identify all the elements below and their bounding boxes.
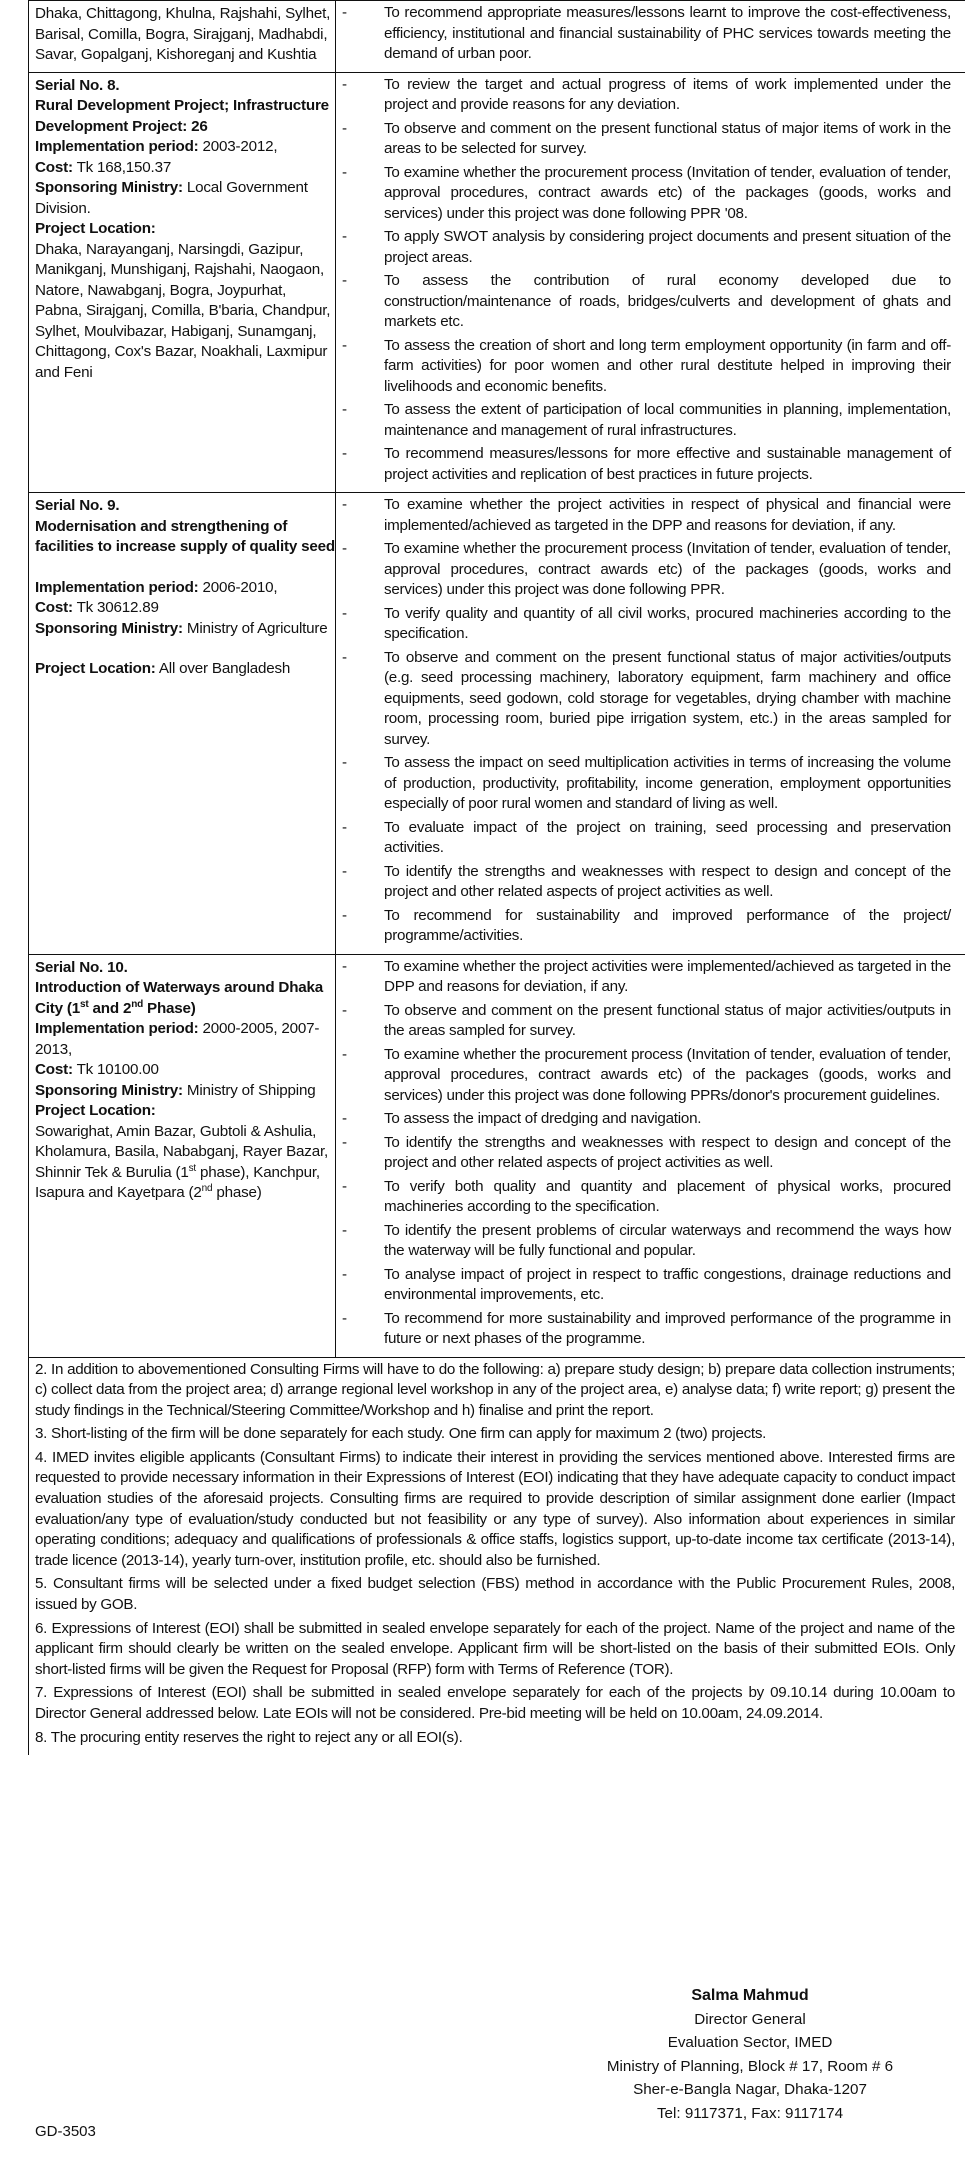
signatory-name: Salma Mahmud: [691, 1987, 809, 2004]
tasks-cell: [336, 955, 965, 1357]
tasks-cell: [336, 73, 965, 493]
table-row-serial-9: [29, 493, 965, 955]
bullet-dash: -: [342, 818, 347, 836]
signatory-phone: Tel: 9117371, Fax: 9117174: [656, 2104, 844, 2122]
task-item: [342, 1221, 951, 1262]
implementation-label: Implementation period:: [35, 1020, 199, 1037]
bullet-dash: -: [342, 1177, 347, 1195]
implementation-period: [35, 578, 335, 599]
sponsoring-ministry: [35, 1081, 335, 1102]
task-item: [342, 753, 951, 815]
bullet-dash: -: [342, 1221, 347, 1239]
task-item: [342, 1265, 951, 1306]
cost-label: Cost:: [35, 1061, 73, 1078]
task-item: [342, 400, 951, 441]
task-item: [342, 604, 951, 645]
ministry-label: Sponsoring Ministry:: [35, 179, 183, 196]
implementation-value: 2000-2005, 2007-2013,: [35, 1020, 320, 1058]
bullet-dash: -: [342, 272, 347, 289]
implementation-value: 2006-2010,: [202, 578, 278, 596]
bullet-dash: -: [342, 754, 347, 771]
location-sup: nd: [201, 1182, 213, 1194]
location-value: Dhaka, Narayanganj, Narsingdi, Gazipur, Manikganj, Munshiganj, Rajshahi, Naogaon, Natore, Nawabganj, Bogra, Joypurhat, Pabna, Sirajganj, Comilla, B'baria, Chandpur, Sylhet, Moulvibazar, Habiganj, Sunamganj, Chittagong, Cox's Bazar, Noakhali, Laxmipur and Feni: [35, 240, 331, 381]
cost-value: Tk 30612.89: [76, 599, 159, 616]
bullet-dash: -: [342, 1133, 347, 1151]
location-label: Project Location:: [35, 660, 156, 677]
cost-value: Tk 10100.00: [76, 1061, 159, 1078]
bullet-dash: -: [342, 540, 347, 557]
implementation-label: Implementation period:: [35, 578, 199, 596]
serial-number: Serial No. 10.: [35, 958, 128, 976]
sponsoring-ministry: [35, 178, 335, 219]
task-text: To review the target and actual progress of items of work implemented under the project and provide reasons for any deviation.: [384, 75, 951, 113]
note-8: 8. The procuring entity reserves the right to reject any or all EOI(s).: [35, 1728, 463, 1746]
bullet-dash: -: [342, 163, 347, 181]
task-text: To examine whether the procurement process (Invitation of tender, evaluation of tender, approval procedures, contract awards etc) of the packages (goods, works and services) under this project was done following PPR '08.: [384, 163, 951, 222]
cost-label: Cost:: [35, 599, 73, 616]
task-text: To assess the extent of participation of local communities in planning, implementation, maintenance and management of rural infrastructures.: [384, 401, 951, 439]
project-info-cell: [29, 493, 336, 954]
task-text: To recommend appropriate measures/lessons learnt to improve the cost-effectiveness, efficiency, institutional and financial sustainability of PHC services towards meeting the demand of urban poor.: [384, 4, 951, 62]
eoi-table: [28, 0, 965, 1755]
bullet-dash: -: [342, 496, 347, 513]
implementation-value: 2003-2012,: [202, 138, 278, 155]
task-text: To recommend measures/lessons for more effective and sustainable management of project activities and replication of best practices in future projects.: [384, 445, 951, 483]
bullet-dash: -: [342, 1045, 347, 1063]
task-text: To examine whether the project activities in respect of physical and financial were implemented/achieved as targeted in the DPP and reasons for deviation, if any.: [384, 496, 951, 534]
task-text: To identify the present problems of circular waterways and recommend the ways how the waterway will be fully functional and popular.: [384, 1221, 951, 1259]
note-4: 4. IMED invites eligible applicants (Consultant Firms) to indicate their interest in providing the services mentioned above. Interested firms are requested to provide necessary information in their Expressions of Interest (EOI) indicating that they have adequate capacity to conduct impact evaluation studies of the aforesaid projects. Consulting firms are required to provide description of similar assignment done earlier (Impact evaluation/any type of evaluation/study conducted but not feasibility or any type of survey). Also information about experiences in similar operating conditions; adequacy and qualifications of professionals & office staffs, logistics support, up-to-date income tax certificate (2013-14), trade licence (2013-14), yearly turn-over, institution profile, etc. should also be furnished.: [35, 1448, 955, 1569]
task-text: To examine whether the procurement process (Invitation of tender, evaluation of tender, approval procedures, contract awards etc) of the packages (goods, works and services) under this project was done following PPRs/donor's procurement guidelines.: [384, 1045, 951, 1104]
task-text: To observe and comment on the present functional status of major activities/outputs in the areas sampled for survey.: [384, 1001, 951, 1039]
location-sup: st: [188, 1162, 197, 1174]
cost: [35, 1060, 335, 1081]
task-item: [342, 1109, 951, 1130]
note-7: 7. Expressions of Interest (EOI) shall be submitted in sealed envelope separately for each of the projects by 09.10.14 during 10.00am to Director General addressed below. Late EOIs will not be considered. Pre-bid meeting will be held on 10.00am, 24.09.2014.: [35, 1684, 955, 1722]
title-sup: st: [80, 998, 89, 1010]
task-list: [342, 495, 951, 947]
project-title: Modernisation and strengthening of facilities to increase supply of quality seed: [35, 517, 335, 555]
bullet-dash: -: [342, 1265, 347, 1283]
task-item: [342, 906, 951, 947]
task-item: [342, 1045, 951, 1107]
title-part: Phase): [143, 999, 196, 1017]
task-item: [342, 495, 951, 536]
ministry-label: Sponsoring Ministry:: [35, 1081, 183, 1099]
note-5: 5. Consultant firms will be selected under a fixed budget selection (FBS) method in accordance with the Public Procurement Rules, 2008, issued by GOB.: [35, 1575, 955, 1614]
implementation-label: Implementation period:: [35, 138, 199, 155]
task-text: To examine whether the project activities were implemented/achieved as targeted in the DPP and reasons for deviation, if any.: [384, 957, 951, 995]
bullet-dash: -: [342, 4, 347, 21]
location-label: Project Location:: [35, 220, 156, 237]
bullet-dash: -: [342, 75, 347, 93]
task-list: [342, 3, 951, 65]
location-value: [35, 1122, 335, 1204]
cost: [35, 158, 335, 179]
note-3: 3. Short-listing of the firm will be done separately for each study. One firm can apply for maximum 2 (two) projects.: [35, 1425, 767, 1443]
bullet-dash: -: [342, 119, 347, 137]
table-row-serial-8: [29, 73, 965, 494]
bullet-dash: -: [342, 957, 347, 975]
project-title: Rural Development Project; Infrastructure Development Project: 26: [35, 97, 329, 135]
bullet-dash: -: [342, 445, 347, 462]
task-text: To verify quality and quantity of all civil works, procured machineries according to the specification.: [384, 604, 951, 642]
task-text: To apply SWOT analysis by considering project documents and present situation of the project areas.: [384, 228, 951, 266]
notes-section: [29, 1358, 965, 1756]
ministry-label: Sponsoring Ministry:: [35, 619, 183, 637]
sponsoring-ministry: [35, 619, 335, 640]
signatory-address: Sher-e-Bangla Nagar, Dhaka-1207: [633, 2081, 867, 2098]
table-row-serial-10: [29, 955, 965, 1358]
location-part: phase), Kanchpur, Isapura and Kayetpara (2: [35, 1163, 320, 1201]
task-text: To recommend for more sustainability and improved performance of the programme in future or next phases of the programme.: [384, 1309, 951, 1347]
task-item: [342, 227, 951, 268]
ministry-value: Local Government Division.: [35, 179, 308, 217]
bullet-dash: -: [342, 401, 347, 418]
task-text: To verify both quality and quantity and placement of physical works, procured machineries according to the specification.: [384, 1177, 951, 1215]
bullet-dash: -: [342, 648, 347, 666]
bullet-dash: -: [342, 862, 347, 880]
signatory-ministry: Ministry of Planning, Block # 17, Room # 6: [606, 2057, 894, 2075]
bullet-dash: -: [342, 1110, 347, 1127]
task-item: [342, 444, 951, 485]
task-item: [342, 271, 951, 333]
task-text: To evaluate impact of the project on training, seed processing and preservation activities.: [384, 818, 951, 856]
cost-value: Tk 168,150.37: [76, 158, 172, 176]
task-item: [342, 648, 951, 751]
task-item: [342, 75, 951, 116]
location-label: Project Location:: [35, 1102, 156, 1119]
table-row-continued: [29, 0, 965, 73]
task-item: [342, 1133, 951, 1174]
task-text: To identify the strengths and weaknesses with respect to design and concept of the project and other related aspects of project activities as well.: [384, 1133, 951, 1171]
bullet-dash: -: [342, 1001, 347, 1019]
task-text: To identify the strengths and weaknesses with respect to design and concept of the project and other related aspects of project activities as well.: [384, 862, 951, 900]
bullet-dash: -: [342, 336, 347, 354]
signatory-title: Director General: [694, 2010, 806, 2028]
location-value: All over Bangladesh: [158, 660, 291, 677]
bullet-dash: -: [342, 604, 347, 622]
project-info-cell: [29, 73, 336, 493]
task-item: [342, 1177, 951, 1218]
task-text: To examine whether the procurement process (Invitation of tender, evaluation of tender, approval procedures, contract awards etc) of the packages (goods, works and services) under this project was done following PPR.: [384, 540, 951, 598]
task-item: [342, 818, 951, 859]
title-sup: nd: [131, 998, 144, 1010]
tasks-cell: [336, 493, 965, 954]
location-part: phase): [212, 1184, 262, 1201]
signature-block: [560, 1984, 940, 2125]
project-info-cell: [29, 955, 336, 1357]
task-item: [342, 163, 951, 225]
location-part: Sowarighat, Amin Bazar, Gubtoli & Ashulia, Kholamura, Basila, Nababganj, Rayer Bazar, Shinnir Tek & Burulia (1: [35, 1122, 328, 1181]
task-text: To recommend for sustainability and improved performance of the project/ programme/activities.: [384, 906, 951, 944]
task-list: [342, 75, 951, 486]
title-part: Introduction of Waterways around Dhaka City (1: [35, 979, 324, 1017]
task-item: [342, 957, 951, 998]
task-text: To observe and comment on the present functional status of major items of work in the areas to be selected for survey.: [384, 119, 951, 157]
title-part: and 2: [88, 999, 132, 1017]
task-item: [342, 3, 951, 65]
task-text: To assess the impact of dredging and navigation.: [384, 1110, 702, 1127]
task-text: To assess the contribution of rural economy developed due to construction/maintenance of roads, bridges/culverts and development of ghats and markets etc.: [384, 272, 951, 330]
task-text: To assess the creation of short and long term employment opportunity (in farm and off-farm activities) for poor women and other rural destitute helped in improving their livelihoods and economic benefits.: [384, 336, 951, 395]
implementation-period: [35, 1019, 335, 1060]
task-text: To observe and comment on the present functional status of major activities/outputs (e.g. seed processing machinery, laboratory equipment, farm machinery and office equipments, seed godown, cold storage for vegetables, drying chamber with machine room, processing room, buried pipe irrigation system, etc.) in the areas sampled for survey.: [384, 648, 951, 748]
task-item: [342, 1001, 951, 1042]
project-location: [35, 659, 335, 680]
serial-number: Serial No. 8.: [35, 76, 120, 94]
task-item: [342, 1309, 951, 1350]
reference-code: GD-3503: [35, 2123, 96, 2140]
cost-label: Cost:: [35, 158, 73, 176]
bullet-dash: -: [342, 228, 347, 245]
bullet-dash: -: [342, 906, 347, 924]
ministry-value: Ministry of Shipping: [186, 1081, 316, 1099]
bullet-dash: -: [342, 1309, 347, 1327]
task-item: [342, 119, 951, 160]
implementation-period: [35, 137, 335, 158]
cost: [35, 598, 335, 619]
note-6: 6. Expressions of Interest (EOI) shall be submitted in sealed envelope separately for each of the project. Name of the project and name of the applicant firm should clearly be written on the sealed envelope. Applicant firm will be short-listed on the basis of their submitted EOIs. Only short-listed firms will be given the Request for Proposal (RFP) form with Terms of Reference (TOR).: [35, 1619, 955, 1678]
location-cell: [29, 1, 336, 72]
task-list: [342, 957, 951, 1350]
task-item: [342, 336, 951, 398]
note-2: 2. In addition to abovementioned Consulting Firms will have to do the following: a) prepare study design; b) prepare data collection instruments; c) collect data from the project area; d) arrange regional level workshop in any of the project area, e) analyse data; f) write report; g) present the study findings in the Technical/Steering Committee/Workshop and h) finalise and print the report.: [35, 1360, 955, 1419]
task-text: To analyse impact of project in respect to traffic congestions, drainage reductions and environmental improvements, etc.: [384, 1265, 951, 1303]
signatory-office: Evaluation Sector, IMED: [667, 2034, 833, 2051]
serial-number: Serial No. 9.: [35, 497, 120, 514]
project-title: [35, 978, 335, 1019]
ministry-value: Ministry of Agriculture: [186, 619, 328, 637]
tasks-cell: [336, 1, 965, 72]
task-item: [342, 539, 951, 601]
task-item: [342, 862, 951, 903]
task-text: To assess the impact on seed multiplication activities in terms of increasing the volume of production, productivity, profitability, income generation, employment opportunities especially of poor rural women and standard of living as well.: [384, 754, 951, 812]
location-text: Dhaka, Chittagong, Khulna, Rajshahi, Sylhet, Barisal, Comilla, Bogra, Sirajganj, Madhabdi, Savar, Gopalganj, Kishoreganj and Kushtia: [35, 5, 331, 63]
